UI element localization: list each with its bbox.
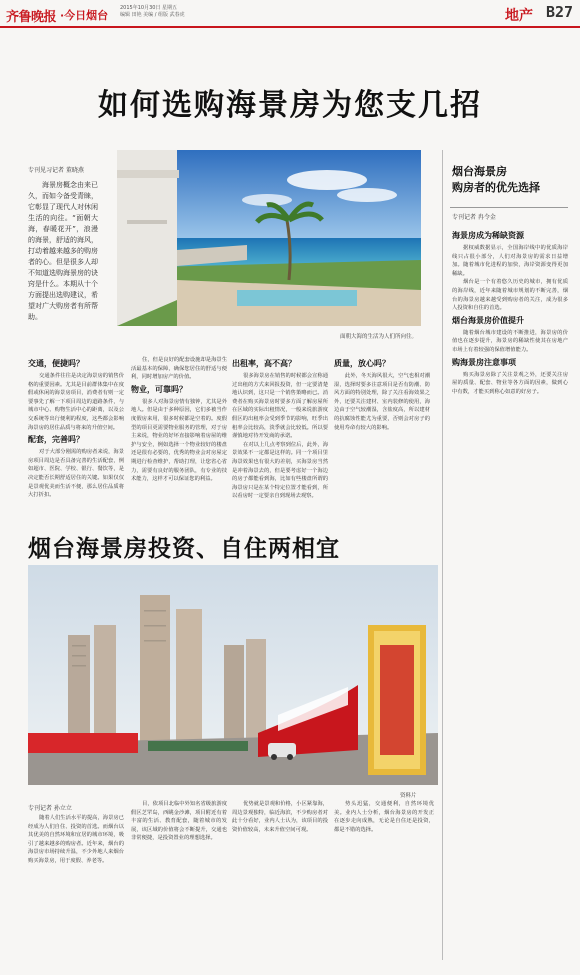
- article1-photo-caption: 面朝大海的生活为人们所向往。: [340, 334, 418, 340]
- page-number: B27: [546, 3, 574, 21]
- article1-col3: [232, 356, 328, 521]
- article1-headline: 如何选购海景房为您支几招: [98, 88, 482, 123]
- article2-reporter: 专刊记者 孙立立: [28, 805, 72, 812]
- sidebar-reporter: 专刊记者 冉令金: [452, 214, 496, 221]
- article1-intro-text: 海景房概念由来已久，而如今备受青睐，它彰显了现代人对休闲生活的向往。“面朝大海，春暖花开”，浪漫的海景，舒适的海风，打动着越来越多的购房者的心。但是很多人却不知道选购海景房的诀窍是什么。本期从十个方面提出选购建议，希望对广大购房者有所帮助。: [28, 181, 98, 321]
- sidebar-headline-line1: 烟台海景房: [452, 165, 507, 178]
- section-text-property: 很多人对海景房情有独钟，尤其是外地人。但是由于多种原因，它们多被当作度假房来用，很多时候都是空着的。度假型的项目更需要物业服务的管理，对于房主来说，物业的好坏直接影响着房屋的维护与安全，例如选择一个物业较好的楼盘还是很有必要的，优秀的物业会对房屋定期进行检查维护，帮助打理，让您省心省力，需要有良好的服务团队，有专业的技术能力，这样才可以保证您的利益。: [131, 398, 227, 483]
- section-label: 地产: [505, 8, 533, 24]
- section-text-facilities-cont: 住，但是良好的配套设施却是海景生活最基本的保障，确保您居住的舒适与便利，同时增加房产的价值。: [131, 357, 227, 381]
- article2-text-2: 目，依项目北临中外知名省级旅游度假区芝罘岛，西眺金沙滩，项目附近有着丰富的生活、教育配套，随着城市的发展，该区域的价值将会不断提升，交通也非常便捷，是投资置业的理想选择。: [131, 801, 227, 842]
- section-heading-quality: 质量，放心吗？: [334, 359, 390, 368]
- sidebar-divider: [442, 150, 443, 960]
- sidebar-heading-scarce: 海景房成为稀缺资源: [452, 231, 524, 240]
- article2-col1: [28, 814, 124, 964]
- sidebar-text-3: 随着烟台城市建设的不断推进，海景房的价值也在逐步提升，海景房的稀缺性使其在房地产市场上有着较强的保值增值能力。: [452, 329, 568, 353]
- article1-col2: [131, 356, 227, 521]
- header-rule: [0, 26, 580, 28]
- sidebar-headline-line2: 购房者的优先选择: [452, 181, 540, 194]
- sidebar-headline: [452, 164, 540, 196]
- section-text-rental: 很多海景房在销售的时候都会宣称通过出租的方式来回报投资，但一定要清楚地认识到，这只是一个销售策略而已。消费者在购买海景房时要多方面了解房屋所在区域的实际出租情况，一般来说旅游度假区的出租率会受到季节的影响，旺季出租率会比较高，淡季就会比较低。所以要谨慎地对待开发商的承诺。: [232, 373, 328, 440]
- article2-col3: [232, 800, 328, 964]
- page-header: [0, 0, 580, 28]
- edition-date: 2015年10月30日 星期五: [120, 5, 178, 11]
- sidebar-heading-value: 烟台海景房价值提升: [452, 315, 524, 325]
- development-photo-illustration: [28, 565, 438, 785]
- article1-reporter: 专刊见习记者 董晓燕: [28, 167, 84, 174]
- edition-editors: 编辑 田艳 美编 / 组版 武春虎: [120, 12, 185, 18]
- section-text-quality: 此外，冬天海风很大，空气也相对潮湿，选择时要多注意项目是否有防潮、防风方面的特别处理，除了关注看海效果之外，还要关注建材、室内装修的使用，海边由于空气较潮湿，含盐度高，所以建材的抗腐蚀性能尤为重要，否则会对房子的使用寿命有较大的影响。: [334, 373, 430, 431]
- sidebar-heading-tips: 购海景房注意事项: [452, 357, 516, 367]
- article2-headline: 烟台海景房投资、自住两相宜: [28, 535, 340, 562]
- edition-info: [120, 5, 185, 19]
- sidebar-text-2: 烟台是一个有着悠久历史的城市，拥有优质的海岸线，近年来随着城市规划的不断完善，烟台的海景房越来越受到购房者的关注，成为很多人投资和自住的首选。: [452, 279, 568, 312]
- sidebar-text-1: 据权威数据显示，全国海岸线中的优质海岸线只占很小部分，人们对海景房的需求日益增加。随着城市化进程的加快，海岸资源变得更加稀缺。: [452, 245, 568, 277]
- section-text-traffic: 交通条件往往是决定海景房的销售价格的重要因素。尤其是目前群体集中在度假或休闲的海景房项目，消费者有则一定要事先了解一下项目周边的道路条件，与城市中心、购物生活中心的距离，以及公交系统等出行便利的程度，这些都会影响海景房的居住品质与将来的升值空间。: [28, 373, 124, 431]
- newspaper-logo: 齐鲁晚报: [6, 10, 57, 25]
- article1-col4: [334, 356, 430, 521]
- sidebar-title-rule: [450, 207, 568, 208]
- article2-col4: [334, 800, 434, 964]
- seaview-photo-illustration: [117, 150, 421, 326]
- section-text-facilities: 对于大部分刚需的购房者来说，海景房项目周边是否具备完善的生活配套，例如超市、医院、学校、银行、餐饮等，是决定能否长期舒适居住的关键。如果仅仅是景观优美而生活不便，那么居住品质将大打折扣。: [28, 449, 124, 499]
- seaview-villa-photo: [117, 150, 421, 326]
- seaview-development-photo: [28, 565, 438, 785]
- section-text-rental-2: 在对以上几点考察到位后，此外，海景效果不一定都是这样的。同一个项目里海景效果也有很大的差别，买海景房当然是冲着海景去的，但是要考虑好一个海边的房子都能看到海，比如有些楼盘所谓的海景房只是在某个特定位置才能看到，所以看房时一定要亲自到现场去观察。: [232, 441, 328, 500]
- sidebar-body: [452, 228, 568, 963]
- article2-col2: [131, 800, 227, 964]
- article1-intro: [28, 180, 98, 368]
- section-heading-traffic: 交通，便捷吗？: [28, 359, 84, 368]
- article2-text-4: 势头迅猛，交通便利，自然环境优美。业内人士分析，烟台海景房的开发正在逐步走向成熟，无论是自住还是投资，都是不错的选择。: [334, 801, 434, 833]
- section-heading-facilities: 配套，完善吗？: [28, 435, 84, 445]
- sidebar-text-4: 购买海景房除了关注景观之外，还要关注房屋的质量、配套、物业等各方面的因素，做到心中有数，才能买到称心如意的好房子。: [452, 371, 568, 395]
- article2-text-3: 优势就是景观和价格，小区紧靠海，周边景观独特，临近海滨，不少购房者对此十分看好，业内人士认为，该项目的投资价值较高，未来升值空间可观。: [232, 801, 328, 833]
- edition-name: ·今日烟台: [60, 9, 109, 22]
- article2-photo-caption: 资料片: [400, 793, 417, 799]
- article2-text-1: 随着人们生活水平的提高，海景房已经成为人们自住、投资的首选。而烟台以其优美的自然环境和宜居的城市环境，吸引了越来越多的购房者。近年来，烟台的海景房市场持续升温，不少外地人来烟台购买海景房，用于度假、养老等。: [28, 815, 124, 864]
- article1-col1: [28, 356, 124, 521]
- section-heading-property: 物业，可靠吗？: [131, 384, 187, 394]
- section-heading-rental: 出租率，高不高？: [232, 359, 296, 368]
